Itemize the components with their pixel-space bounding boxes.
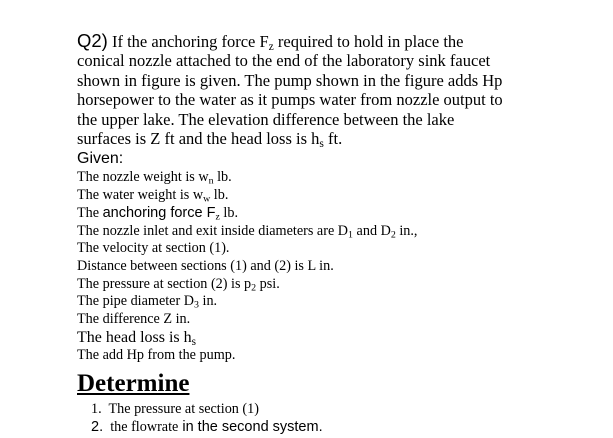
determine-item: 1. The pressure at section (1) (91, 401, 259, 418)
question-line-4: horsepower to the water as it pumps water from nozzle output to (77, 90, 503, 110)
given-item: The add Hp from the pump. (77, 346, 236, 363)
determine-list (77, 400, 547, 436)
given-item: The velocity at section (1). (77, 240, 230, 257)
given-item: The nozzle weight is $w_n$ lb. (77, 169, 232, 187)
given-item: The pressure at section (2) is $p_2$ psi. (77, 275, 280, 294)
given-item: The head loss is $h_s$ (77, 328, 197, 348)
question-label: Q2) (77, 30, 108, 51)
question-line-1: Q2) If the anchoring force $F_z$ required to hold in place the (77, 30, 464, 53)
question-paragraph (77, 31, 547, 148)
given-heading: Given: (77, 150, 124, 168)
question-line-2: conical nozzle attached to the end of the laboratory sink faucet (77, 51, 491, 71)
determine-item: 2. the flowrate in the second system. (91, 419, 323, 436)
given-item: The difference Z in. (77, 311, 191, 328)
given-item: The pipe diameter $D_3$ in. (77, 293, 218, 311)
question-line-3: shown in figure is given. The pump shown in the figure adds Hp (77, 70, 503, 90)
given-item: The anchoring force $F_z$ lb. (77, 204, 238, 223)
given-item: The water weight is $w_w$ lb. (77, 187, 229, 205)
question-line-5: the upper lake. The elevation difference between the lake (77, 109, 455, 129)
question-line-6: surfaces is Z ft and the head loss is $h_s$ ft. (77, 129, 343, 150)
given-item: Distance between sections (1) and (2) is L in. (77, 257, 334, 274)
determine-heading: Determine (77, 370, 190, 398)
given-item: The nozzle inlet and exit inside diameters are $D_1$ and $D_2$ in., (77, 222, 418, 241)
document (77, 31, 547, 436)
given-list (77, 169, 547, 364)
